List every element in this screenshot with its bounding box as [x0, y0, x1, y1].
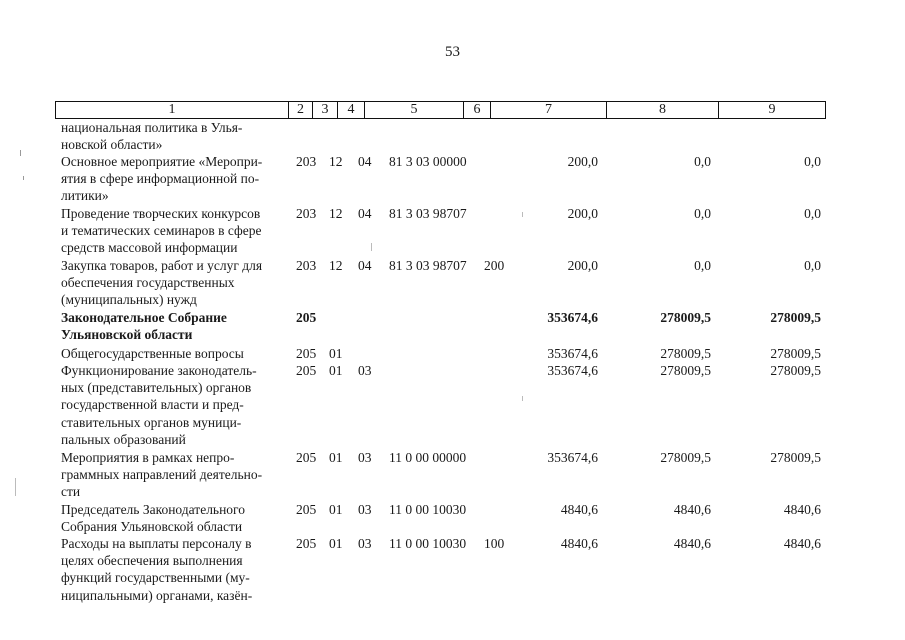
- cell-c9: 4840,6: [783, 536, 821, 551]
- row-name: [61, 119, 285, 153]
- cell-c4: 04: [358, 154, 372, 169]
- row-name-line: Общегосударственные вопросы: [61, 346, 244, 361]
- row-name: [61, 362, 285, 448]
- row-name-line: Мероприятия в рамках непро-: [61, 450, 235, 465]
- cell-c9: 4840,6: [783, 502, 821, 517]
- row-name-line: сти: [61, 484, 81, 500]
- row-name: [61, 449, 285, 501]
- cell-c8: 4840,6: [673, 502, 711, 517]
- cell-c3: 01: [329, 536, 343, 551]
- row-name-line: государственной власти и пред-: [61, 397, 244, 413]
- row-name: [61, 205, 285, 257]
- row-name-line: Председатель Законодательного: [61, 502, 246, 517]
- cell-c9: 278009,5: [770, 346, 821, 361]
- cell-c7: 200,0: [567, 258, 598, 273]
- row-name-line: Проведение творческих конкурсов: [61, 206, 261, 221]
- column-header-9: 9: [719, 102, 826, 119]
- cell-c7: 353674,6: [547, 363, 598, 378]
- scan-speck: [522, 396, 523, 401]
- page-number: 53: [445, 44, 460, 60]
- column-header-8: 8: [607, 102, 719, 119]
- row-name: [61, 153, 285, 205]
- row-name-line: пальных образований: [61, 431, 186, 447]
- cell-c9: 0,0: [804, 154, 821, 169]
- row-name-line: ставительных органов муници-: [61, 414, 242, 430]
- cell-c4: 03: [358, 363, 372, 378]
- scan-speck: [23, 176, 24, 180]
- cell-c8: 278009,5: [660, 450, 711, 465]
- row-name-line: обеспечения государственных: [61, 275, 235, 291]
- cell-c3: 12: [329, 206, 343, 221]
- cell-c4: 04: [358, 258, 372, 273]
- cell-c2: 205: [296, 363, 317, 378]
- row-name-line: национальная политика в Улья-: [61, 120, 243, 135]
- row-name-line: Закупка товаров, работ и услуг для: [61, 258, 263, 273]
- cell-c7: 4840,6: [560, 502, 598, 517]
- row-name-line: средств массовой информации: [61, 240, 238, 256]
- row-name: [61, 345, 285, 362]
- cell-c4: 03: [358, 450, 372, 465]
- column-header-5: 5: [365, 102, 464, 119]
- row-name-line: граммных направлений деятельно-: [61, 467, 263, 483]
- cell-c6: 100: [484, 536, 505, 551]
- cell-c7: 353674,6: [547, 346, 598, 361]
- cell-c2: 203: [296, 154, 317, 169]
- row-name-line: Законодательное Собрание: [61, 310, 227, 325]
- cell-c5: 81 3 03 98707: [389, 258, 467, 273]
- row-name-line: ятия в сфере информационной по-: [61, 171, 260, 187]
- scan-speck: [15, 478, 16, 496]
- row-name-line: Собрания Ульяновской области: [61, 519, 243, 535]
- cell-c9: 278009,5: [770, 310, 821, 325]
- column-header-7: 7: [491, 102, 607, 119]
- column-header-2: 2: [289, 102, 313, 119]
- row-name-line: новской области»: [61, 137, 163, 153]
- cell-c8: 278009,5: [660, 310, 711, 325]
- scan-speck: [371, 243, 372, 251]
- cell-c2: 205: [296, 536, 317, 551]
- row-name-line: ных (представительных) органов: [61, 380, 252, 396]
- cell-c2: 205: [296, 310, 317, 325]
- cell-c4: 04: [358, 206, 372, 221]
- cell-c3: 12: [329, 258, 343, 273]
- scan-speck: [522, 212, 523, 217]
- row-name-line: Основное мероприятие «Меропри-: [61, 154, 263, 169]
- column-header-6: 6: [464, 102, 491, 119]
- row-name-line: литики»: [61, 188, 109, 204]
- scan-speck: [20, 150, 21, 156]
- row-name: [61, 535, 285, 604]
- cell-c4: 03: [358, 502, 372, 517]
- cell-c2: 205: [296, 450, 317, 465]
- cell-c9: 0,0: [804, 206, 821, 221]
- row-name-line: и тематических семинаров в сфере: [61, 223, 262, 239]
- cell-c8: 4840,6: [673, 536, 711, 551]
- cell-c8: 0,0: [694, 258, 711, 273]
- cell-c5: 11 0 00 00000: [389, 450, 467, 465]
- cell-c9: 278009,5: [770, 363, 821, 378]
- cell-c2: 205: [296, 502, 317, 517]
- cell-c7: 4840,6: [560, 536, 598, 551]
- row-name-line: Функционирование законодатель-: [61, 363, 257, 378]
- cell-c5: 11 0 00 10030: [389, 502, 467, 517]
- row-name-line: (муниципальных) нужд: [61, 292, 197, 308]
- cell-c6: 200: [484, 258, 505, 273]
- row-name: [61, 309, 285, 343]
- row-name: [61, 257, 285, 309]
- cell-c8: 0,0: [694, 154, 711, 169]
- cell-c5: 81 3 03 00000: [389, 154, 467, 169]
- cell-c5: 81 3 03 98707: [389, 206, 467, 221]
- cell-c3: 01: [329, 363, 343, 378]
- row-name-line: Расходы на выплаты персоналу в: [61, 536, 252, 551]
- column-header-3: 3: [313, 102, 338, 119]
- row-name-line: ниципальными) органами, казён-: [61, 587, 253, 603]
- column-header-4: 4: [338, 102, 365, 119]
- cell-c7: 353674,6: [547, 450, 598, 465]
- cell-c3: 01: [329, 502, 343, 517]
- cell-c8: 278009,5: [660, 363, 711, 378]
- cell-c8: 0,0: [694, 206, 711, 221]
- row-name-line: Ульяновской области: [61, 327, 193, 343]
- cell-c5: 11 0 00 10030: [389, 536, 467, 551]
- column-header-1: 1: [56, 102, 289, 119]
- cell-c9: 0,0: [804, 258, 821, 273]
- row-name: [61, 501, 285, 535]
- row-name-line: целях обеспечения выполнения: [61, 553, 243, 569]
- cell-c3: 12: [329, 154, 343, 169]
- cell-c8: 278009,5: [660, 346, 711, 361]
- column-header-table: [55, 101, 826, 119]
- cell-c2: 205: [296, 346, 317, 361]
- cell-c3: 01: [329, 346, 343, 361]
- cell-c7: 200,0: [567, 206, 598, 221]
- cell-c9: 278009,5: [770, 450, 821, 465]
- cell-c7: 353674,6: [547, 310, 598, 325]
- row-name-line: функций государственными (му-: [61, 570, 250, 586]
- cell-c7: 200,0: [567, 154, 598, 169]
- cell-c4: 03: [358, 536, 372, 551]
- cell-c2: 203: [296, 258, 317, 273]
- cell-c3: 01: [329, 450, 343, 465]
- cell-c2: 203: [296, 206, 317, 221]
